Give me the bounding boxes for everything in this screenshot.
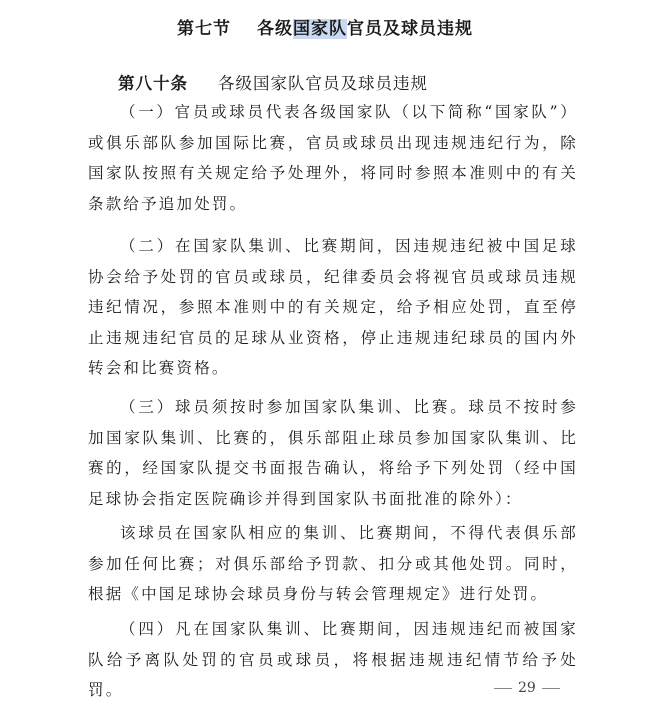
article-number: 第八十条 [118,74,188,93]
section-title [0,14,650,39]
article-heading [118,70,428,94]
paragraph-3: （三）球员须按时参加国家队集训、比赛。球员不按时参加国家队集训、比赛的，俱乐部阻止球员参加国家队集训、比赛的，经国家队提交书面报告确认，将给予下列处罚（经中国足球协会指定医院确诊并得到国家队书面批准的除外）： [88,398,578,508]
section-title-text-start: 各级 [257,19,293,39]
paragraph-5: （四）凡在国家队集训、比赛期间，因违规违纪而被国家队给予离队处罚的官员或球员，将根据违规违纪情节给予处罚。 [88,620,578,699]
section-prefix: 第七节 [177,19,231,39]
paragraph-1: （一）官员或球员代表各级国家队（以下简称“国家队”）或俱乐部队参加国际比赛，官员或球员出现违规违纪行为，除国家队按照有关规定给予处理外，将同时参照本准则中的有关条款给予追加处罚。 [88,103,578,213]
section-title-text-end: 官员及球员违规 [347,19,473,39]
page-footer [488,680,566,696]
article-name: 各级国家队官员及球员违规 [218,74,428,93]
paragraph-4: 该球员在国家队相应的集训、比赛期间，不得代表俱乐部参加任何比赛；对俱乐部给予罚款、扣分或其他处罚。同时，根据《中国足球协会球员身份与转会管理规定》进行处罚。 [88,524,578,603]
paragraph-2: （二）在国家队集训、比赛期间，因违规违纪被中国足球协会给予处罚的官员或球员，纪律委员会将视官员或球员违规违纪情况，参照本准则中的有关规定，给予相应处罚，直至停止违规违纪官员的足球从业资格，停止违规违纪球员的国内外转会和比赛资格。 [88,237,578,377]
page-number: 29 [518,680,536,696]
page-number-dash-right [542,688,560,689]
page-number-dash-left [494,688,512,689]
highlighted-text[interactable]: 国家队 [293,19,347,39]
